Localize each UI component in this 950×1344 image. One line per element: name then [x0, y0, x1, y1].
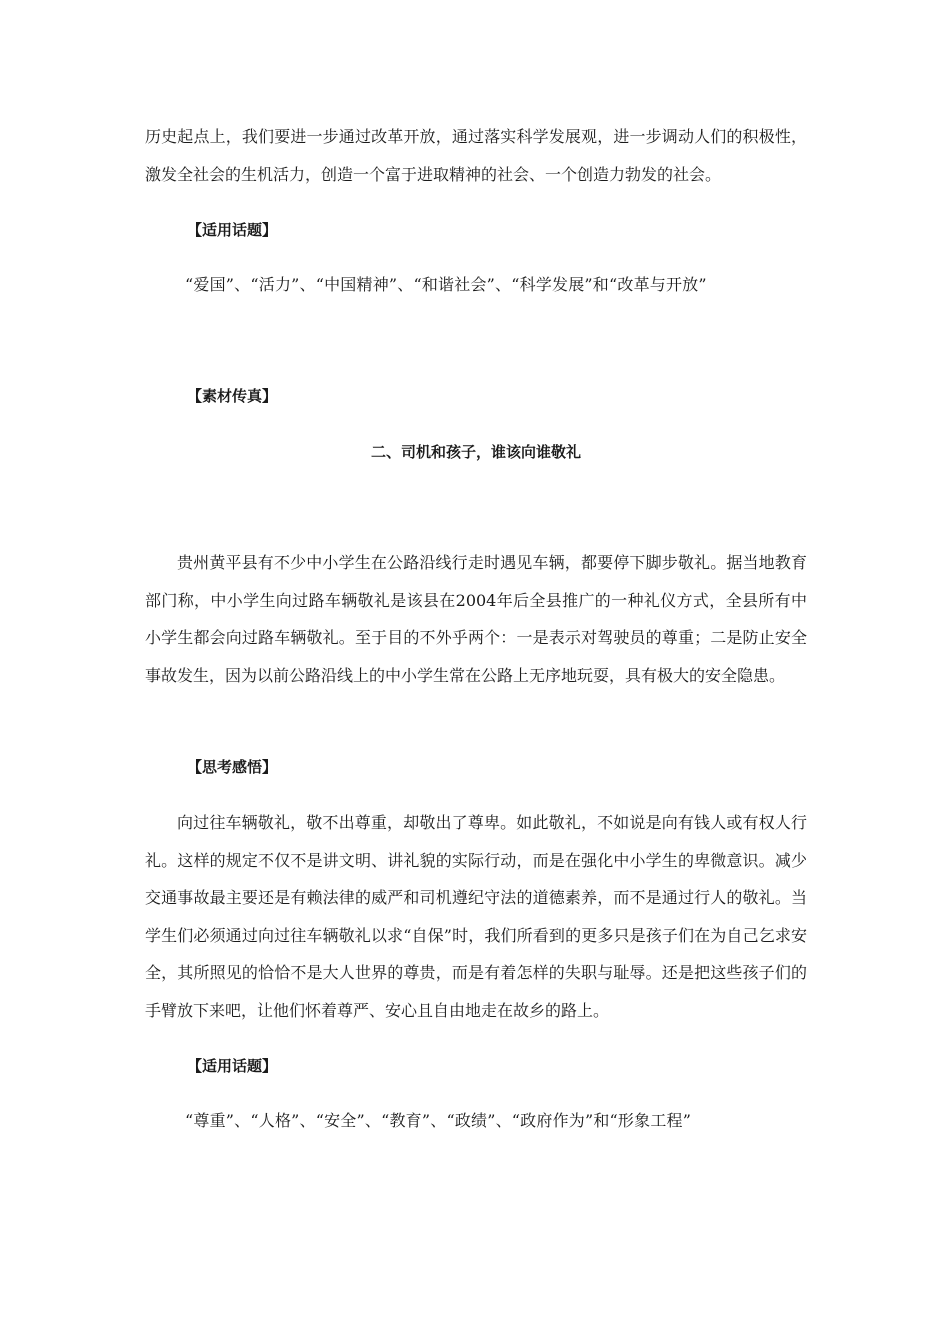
article-title: 二、司机和孩子，谁该向谁敬礼	[370, 443, 581, 461]
section-heading-topics-1: 【适用话题】	[187, 221, 278, 239]
reflection-paragraph: 向过往车辆敬礼，敬不出尊重，却敬出了尊卑。如此敬礼，不如说是向有钱人或有权人行礼。这样的规定不仅不是讲文明、讲礼貌的实际行动，而是在强化中小学生的卑微意识。减少交通事故最主要还是有赖法律的威严和司机遵纪守法的道德素养，而不是通过行人的敬礼。当学生们必须通过向过往车辆敬礼以求“自保”时，我们所看到的更多只是孩子们在为自己乞求安全，其所照见的恰恰不是大人世界的尊贵，而是有着怎样的失职与耻辱。还是把这些孩子们的手臂放下来吧，让他们怀着尊严、安心且自由地走在故乡的路上。	[145, 813, 807, 1020]
topics-list-2: “尊重”、“人格”、“安全”、“教育”、“政绩”、“政府作为”和“形象工程”	[185, 1111, 692, 1130]
topics-list-1: “爱国”、“活力”、“中国精神”、“和谐社会”、“科学发展”和“改革与开放”	[185, 275, 707, 294]
material-paragraph: 贵州黄平县有不少中小学生在公路沿线行走时遇见车辆，都要停下脚步敬礼。据当地教育部门称，中小学生向过路车辆敬礼是该县在2004年后全县推广的一种礼仪方式，全县所有中小学生都会向过路车辆敬礼。至于目的不外乎两个：一是表示对驾驶员的尊重；二是防止安全事故发生，因为以前公路沿线上的中小学生常在公路上无序地玩耍，具有极大的安全隐患。	[145, 553, 807, 685]
section-heading-topics-2: 【适用话题】	[187, 1057, 278, 1075]
top-paragraph: 历史起点上，我们要进一步通过改革开放，通过落实科学发展观，进一步调动人们的积极性，激发全社会的生机活力，创造一个富于进取精神的社会、一个创造力勃发的社会。	[145, 127, 807, 184]
section-heading-reflection: 【思考感悟】	[187, 758, 278, 776]
section-heading-material: 【素材传真】	[187, 387, 278, 405]
